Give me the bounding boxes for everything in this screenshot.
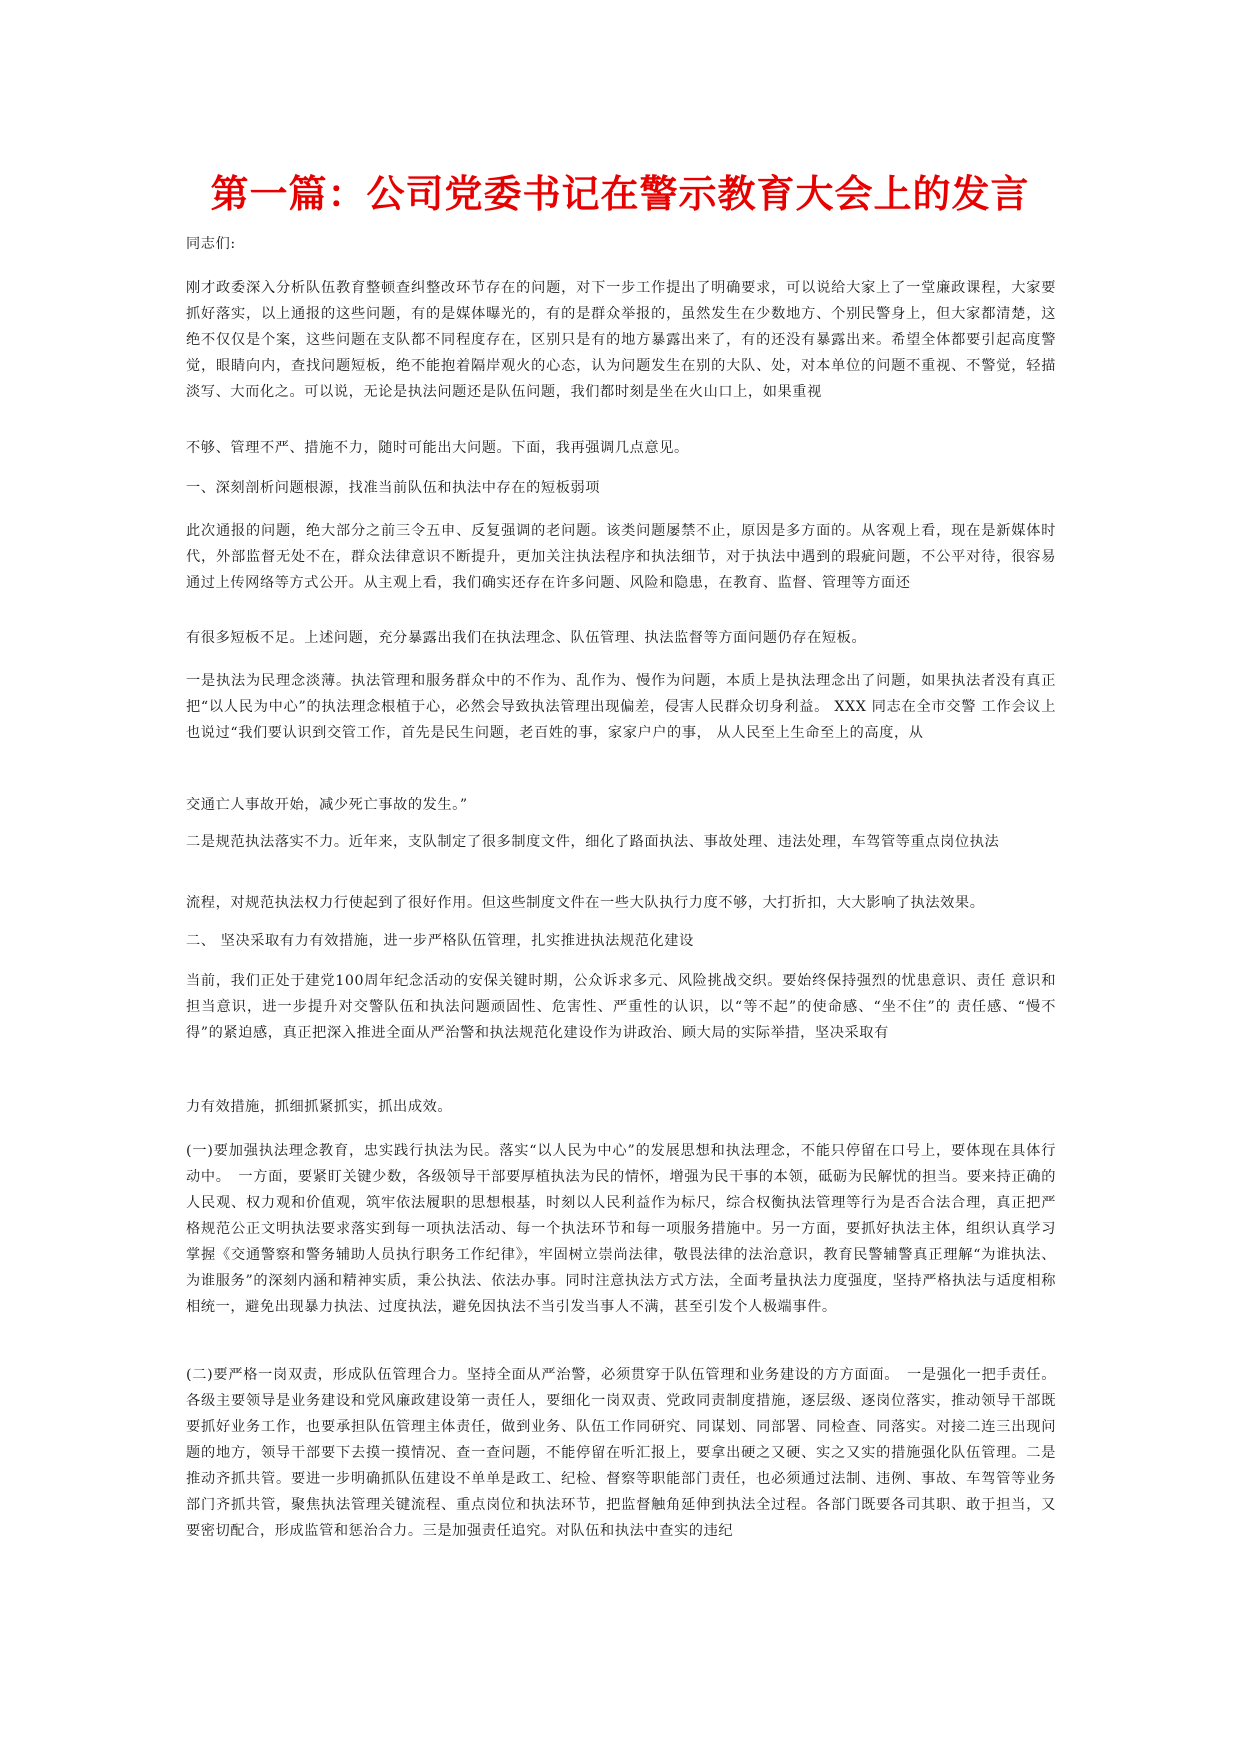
paragraph-intro-continued: 不够、管理不严、措施不力，随时可能出大问题。下面，我再强调几点意见。 [186, 440, 689, 456]
paragraph-section-2: 当前，我们正处于建党100周年纪念活动的安保关键时期，公众诉求多元、风险挑战交织。要始终保持强烈的忧患意识、责任 意识和担当意识，进一步提升对交警队伍和执法问题顽固性、危害性、严重性的认识，以“等不起”的使命感、“坐不住”的 责任感、“慢不得”的紧迫感，真正把深入推进全面从严治警和执法规范化建设作为讲政治、顾大局的实际举措，坚决采取有 [186, 973, 1056, 1041]
paragraph-section-1-continued: 有很多短板不足。上述问题，充分暴露出我们在执法理念、队伍管理、执法监督等方面问题仍存在短板。 [186, 630, 867, 646]
section-heading-1: 一、深刻剖析问题根源，找准当前队伍和执法中存在的短板弱项 [186, 480, 601, 496]
salutation: 同志们: [186, 236, 236, 252]
paragraph-point-2-continued: 流程，对规范执法权力行使起到了很好作用。但这些制度文件在一些大队执行力度不够，大打折扣，大大影响了执法效果。 [186, 895, 985, 911]
section-heading-2: 二、 坚决采取有力有效措施，进一步严格队伍管理，扎实推进执法规范化建设 [186, 933, 694, 949]
paragraph-intro: 刚才政委深入分析队伍教育整顿查纠整改环节存在的问题，对下一步工作提出了明确要求，可以说给大家上了一堂廉政课程，大家要抓好落实，以上通报的这些问题，有的是媒体曝光的，有的是群众举报的，虽然发生在少数地方、个别民警身上，但大家都清楚，这绝不仅仅是个案，这些问题在支队都不同程度存在，区别只是有的地方暴露出来了，有的还没有暴露出来。希望全体都要引起高度警觉，眼睛向内，查找问题短板，绝不能抱着隔岸观火的心态，认为问题发生在别的大队、处，对本单位的问题不重视、不警觉，轻描淡写、大而化之。可以说，无论是执法问题还是队伍问题，我们都时刻是坐在火山口上，如果重视 [186, 280, 1056, 400]
paragraph-point-1: 一是执法为民理念淡薄。执法管理和服务群众中的不作为、乱作为、慢作为问题，本质上是执法理念出了问题，如果执法者没有真正把“以人民为中心”的执法理念根植于心，必然会导致执法管理出现偏差，侵害人民群众切身利益。 XXX 同志在全市交警 工作会议上也说过“我们要认识到交管工作，首先是民生问题，老百姓的事，家家户户的事， 从人民至上生命至上的高度，从 [186, 673, 1056, 741]
paragraph-section-2-continued: 力有效措施，抓细抓紧抓实，抓出成效。 [186, 1099, 453, 1115]
paragraph-subsection-2: (二)要严格一岗双责，形成队伍管理合力。坚持全面从严治警，必须贯穿于队伍管理和业务建设的方方面面。 一是强化一把手责任。各级主要领导是业务建设和党风廉政建设第一责任人，要细化一岗双责、党政同责制度措施，逐层级、逐岗位落实，推动领导干部既要抓好业务工作，也要承担队伍管理主体责任，做到业务、队伍工作同研究、同谋划、同部署、同检查、同落实。对接二连三出现问题的地方，领导干部要下去摸一摸情况、查一查问题，不能停留在听汇报上，要拿出硬之又硬、实之又实的措施强化队伍管理。二是推动齐抓共管。要进一步明确抓队伍建设不单单是政工、纪检、督察等职能部门责任，也必须通过法制、违例、事故、车驾管等业务部门齐抓共管，聚焦执法管理关键流程、重点岗位和执法环节，把监督触角延伸到执法全过程。各部门既要各司其职、敢于担当，又要密切配合，形成监管和惩治合力。三是加强责任追究。对队伍和执法中查实的违纪 [186, 1367, 1056, 1539]
paragraph-point-2: 二是规范执法落实不力。近年来，支队制定了很多制度文件，细化了路面执法、事故处理、违法处理，车驾管等重点岗位执法 [186, 834, 1000, 850]
paragraph-point-1-continued: 交通亡人事故开始，减少死亡事故的发生。” [186, 797, 468, 813]
paragraph-subsection-1: (一)要加强执法理念教育，忠实践行执法为民。落实“以人民为中心”的发展思想和执法理念，不能只停留在口号上，要体现在具体行动中。 一方面，要紧盯关键少数，各级领导干部要厚植执法为民的情怀，增强为民干事的本领，砥砺为民解忧的担当。要来持正确的人民观、权力观和价值观，筑牢依法履职的思想根基，时刻以人民利益作为标尺，综合权衡执法管理等行为是否合法合理，真正把严格规范公正文明执法要求落实到每一项执法活动、每一个执法环节和每一项服务措施中。另一方面，要抓好执法主体，组织认真学习掌握《交通警察和警务辅助人员执行职务工作纪律》，牢固树立崇尚法律，敬畏法律的法治意识，教育民警辅警真正理解“为谁执法、为谁服务”的深刻内涵和精神实质，秉公执法、依法办事。同时注意执法方式方法，全面考量执法力度强度，坚持严格执法与适度相称相统一，避免出现暴力执法、过度执法，避免因执法不当引发当事人不满，甚至引发个人极端事件。 [186, 1143, 1056, 1315]
paragraph-section-1: 此次通报的问题，绝大部分之前三令五申、反复强调的老问题。该类问题屡禁不止，原因是多方面的。从客观上看，现在是新媒体时代，外部监督无处不在，群众法律意识不断提升，更加关注执法程序和执法细节，对于执法中遇到的瑕疵问题，不公平对待，很容易通过上传网络等方式公开。从主观上看，我们确实还存在许多问题、风险和隐患，在教育、监督、管理等方面还 [186, 523, 1056, 591]
document-title: 第一篇：公司党委书记在警示教育大会上的发言 [210, 172, 1030, 216]
